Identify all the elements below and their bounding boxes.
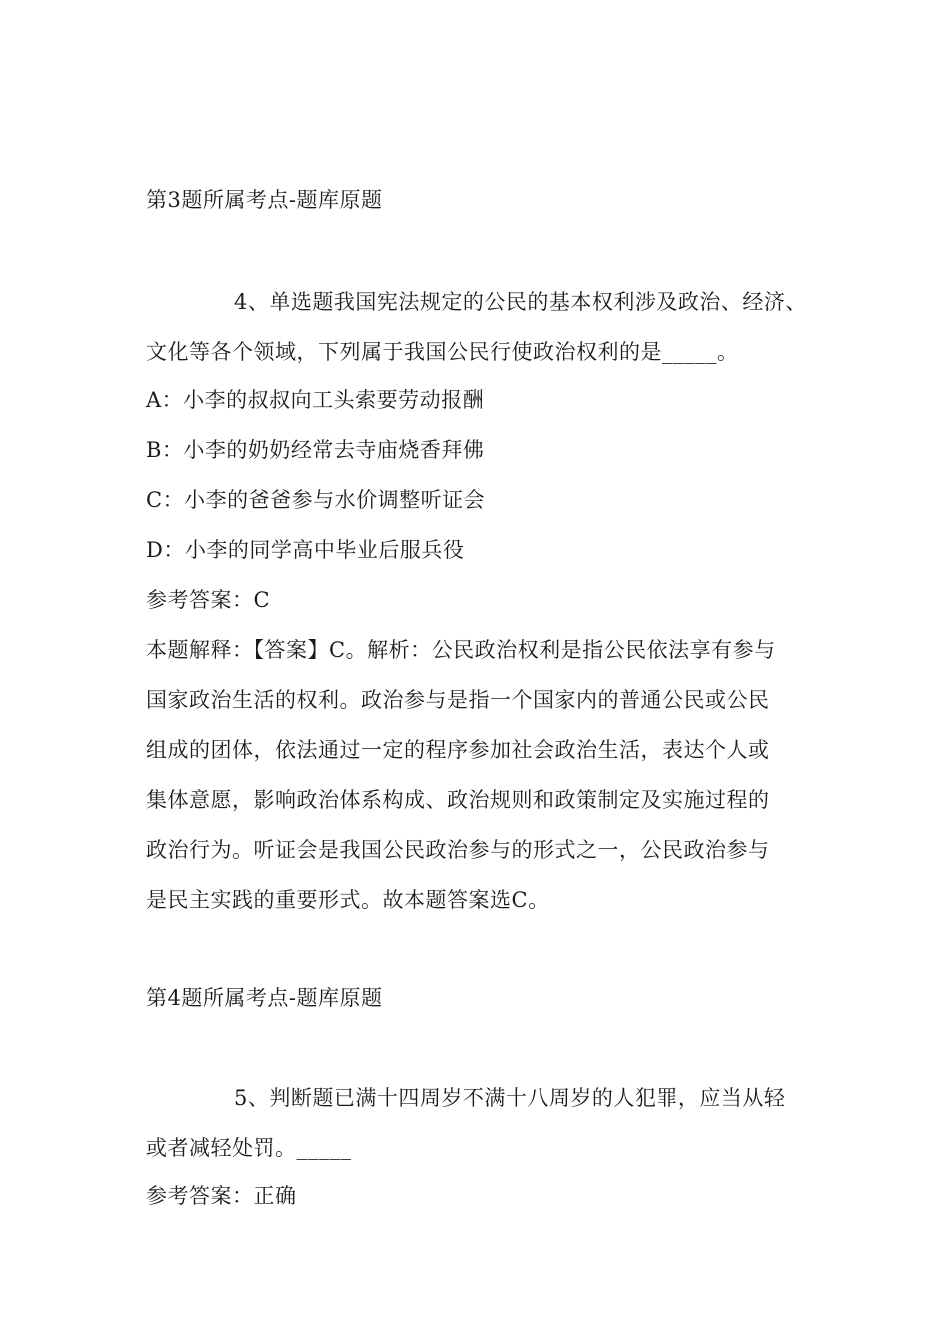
question-5-stem-line-1: 5、判断题已满十四周岁不满十八周岁的人犯罪，应当从轻	[234, 1086, 786, 1110]
question-4-stem-line-2: 文化等各个领域，下列属于我国公民行使政治权利的是_____。	[146, 340, 739, 364]
question-4-answer: 参考答案：C	[146, 588, 271, 612]
question-5-stem-line-2: 或者减轻处罚。_____	[146, 1136, 352, 1160]
question-4-option-c: C：小李的爸爸参与水价调整听证会	[146, 488, 486, 512]
question-4-option-b: B：小李的奶奶经常去寺庙烧香拜佛	[146, 438, 485, 462]
question-4-option-d: D：小李的同学高中毕业后服兵役	[146, 538, 465, 562]
question-4-option-a: A：小李的叔叔向工头索要劳动报酬	[146, 388, 485, 412]
question-5-answer: 参考答案：正确	[146, 1184, 297, 1208]
question-4-explanation-line-4: 集体意愿，影响政治体系构成、政治规则和政策制定及实施过程的	[146, 788, 770, 812]
section-4-topic: 第4题所属考点-题库原题	[146, 986, 383, 1010]
question-4-explanation-line-5: 政治行为。听证会是我国公民政治参与的形式之一，公民政治参与	[146, 838, 770, 862]
question-4-explanation-line-3: 组成的团体，依法通过一定的程序参加社会政治生活，表达个人或	[146, 738, 770, 762]
question-4-stem-line-1: 4、单选题我国宪法规定的公民的基本权利涉及政治、经济、	[234, 290, 807, 314]
question-4-explanation-line-1: 本题解释：【答案】C。解析：公民政治权利是指公民依法享有参与	[146, 638, 776, 662]
question-4-explanation-line-6: 是民主实践的重要形式。故本题答案选C。	[146, 888, 550, 912]
section-3-topic: 第3题所属考点-题库原题	[146, 188, 383, 212]
question-4-explanation-line-2: 国家政治生活的权利。政治参与是指一个国家内的普通公民或公民	[146, 688, 770, 712]
